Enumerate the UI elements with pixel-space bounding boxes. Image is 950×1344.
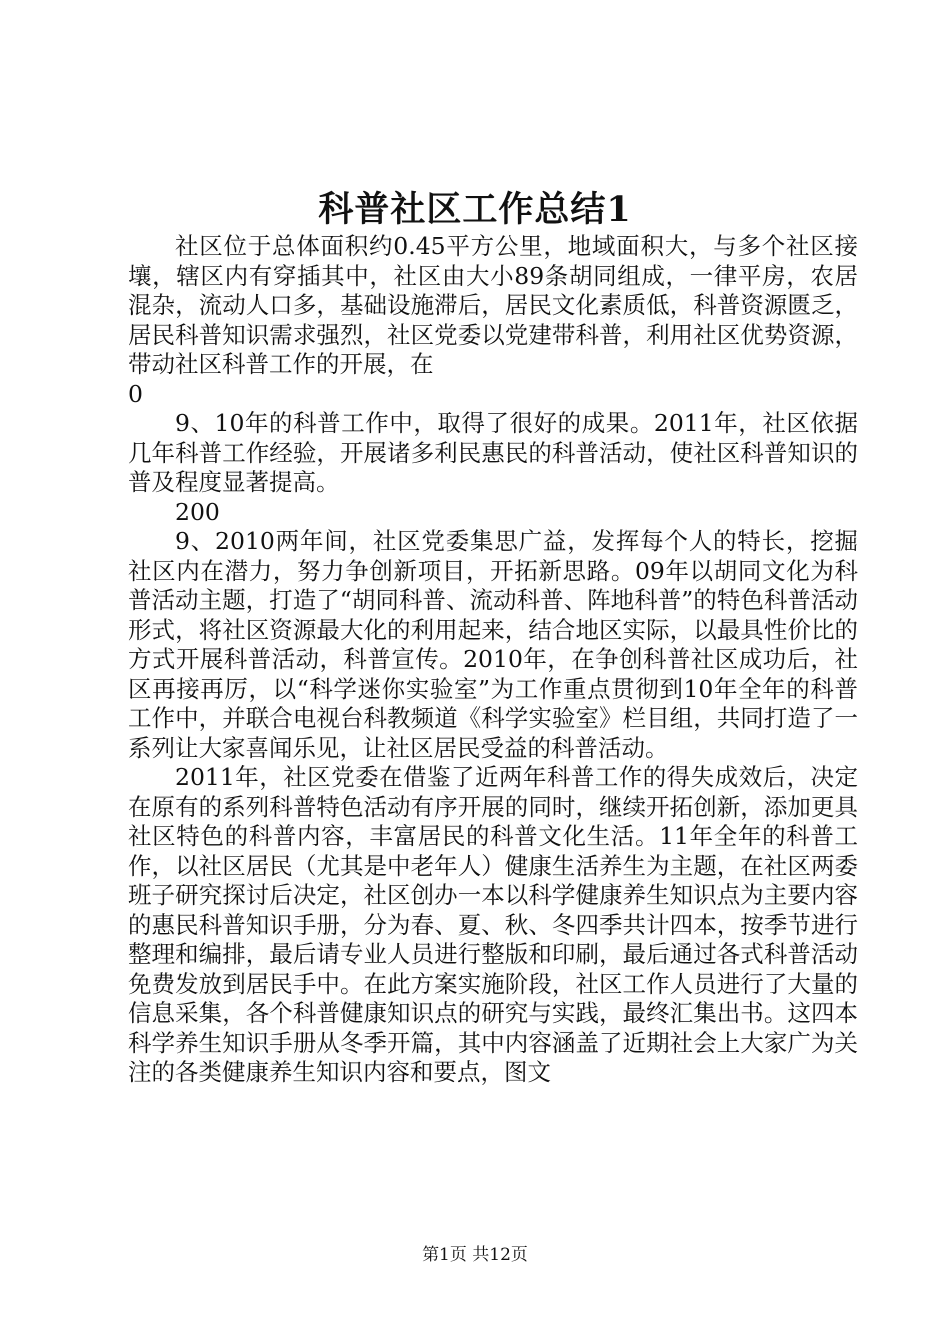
page-footer: 第1页 共12页 (422, 1245, 528, 1265)
paragraph-achievements: 9、10年的科普工作中，取得了很好的成果。2011年，社区依据几年科普工作经验，开展诸多利民惠民的科普活动，使社区科普知识的普及程度显著提高。 (128, 409, 858, 496)
paragraph-intro: 社区位于总体面积约0.45平方公里，地域面积大，与多个社区接壤，辖区内有穿插其中，社区由大小89条胡同组成，一律平房，农居混杂，流动人口多，基础设施滞后，居民文化素质低，科普资源匮乏，居民科普知识需求强烈，社区党委以党建带科普，利用社区优势资源，带动社区科普工作的开展，在 (128, 232, 858, 378)
document-body (128, 232, 858, 1088)
paragraph-fragment-0: 0 (128, 379, 143, 408)
document-title: 科普社区工作总结1 (318, 189, 632, 230)
paragraph-fragment-200: 200 (175, 497, 220, 526)
paragraph-2009-2010: 9、2010两年间，社区党委集思广益，发挥每个人的特长，挖掘社区内在潜力，努力争创新项目，开拓新思路。09年以胡同文化为科普活动主题，打造了“胡同科普、流动科普、阵地科普”的特色科普活动形式，将社区资源最大化的利用起来，结合地区实际，以最具性价比的方式开展科普活动，科普宣传。2010年，在争创科普社区成功后，社区再接再厉，以“科学迷你实验室”为工作重点贯彻到10年全年的科普工作中，并联合电视台科教频道《科学实验室》栏目组，共同打造了一系列让大家喜闻乐见，让社区居民受益的科普活动。 (128, 527, 858, 762)
paragraph-2011: 2011年，社区党委在借鉴了近两年科普工作的得失成效后，决定在原有的系列科普特色活动有序开展的同时，继续开拓创新，添加更具社区特色的科普内容，丰富居民的科普文化生活。11年全年的科普工作，以社区居民（尤其是中老年人）健康生活养生为主题，在社区两委班子研究探讨后决定，社区创办一本以科学健康养生知识点为主要内容的惠民科普知识手册，分为春、夏、秋、冬四季共计四本，按季节进行整理和编排，最后请专业人员进行整版和印刷，最后通过各式科普活动免费发放到居民手中。在此方案实施阶段，社区工作人员进行了大量的信息采集，各个科普健康知识点的研究与实践，最终汇集出书。这四本科学养生知识手册从冬季开篇，其中内容涵盖了近期社会上大家广为关注的各类健康养生知识内容和要点，图文 (128, 763, 858, 1086)
